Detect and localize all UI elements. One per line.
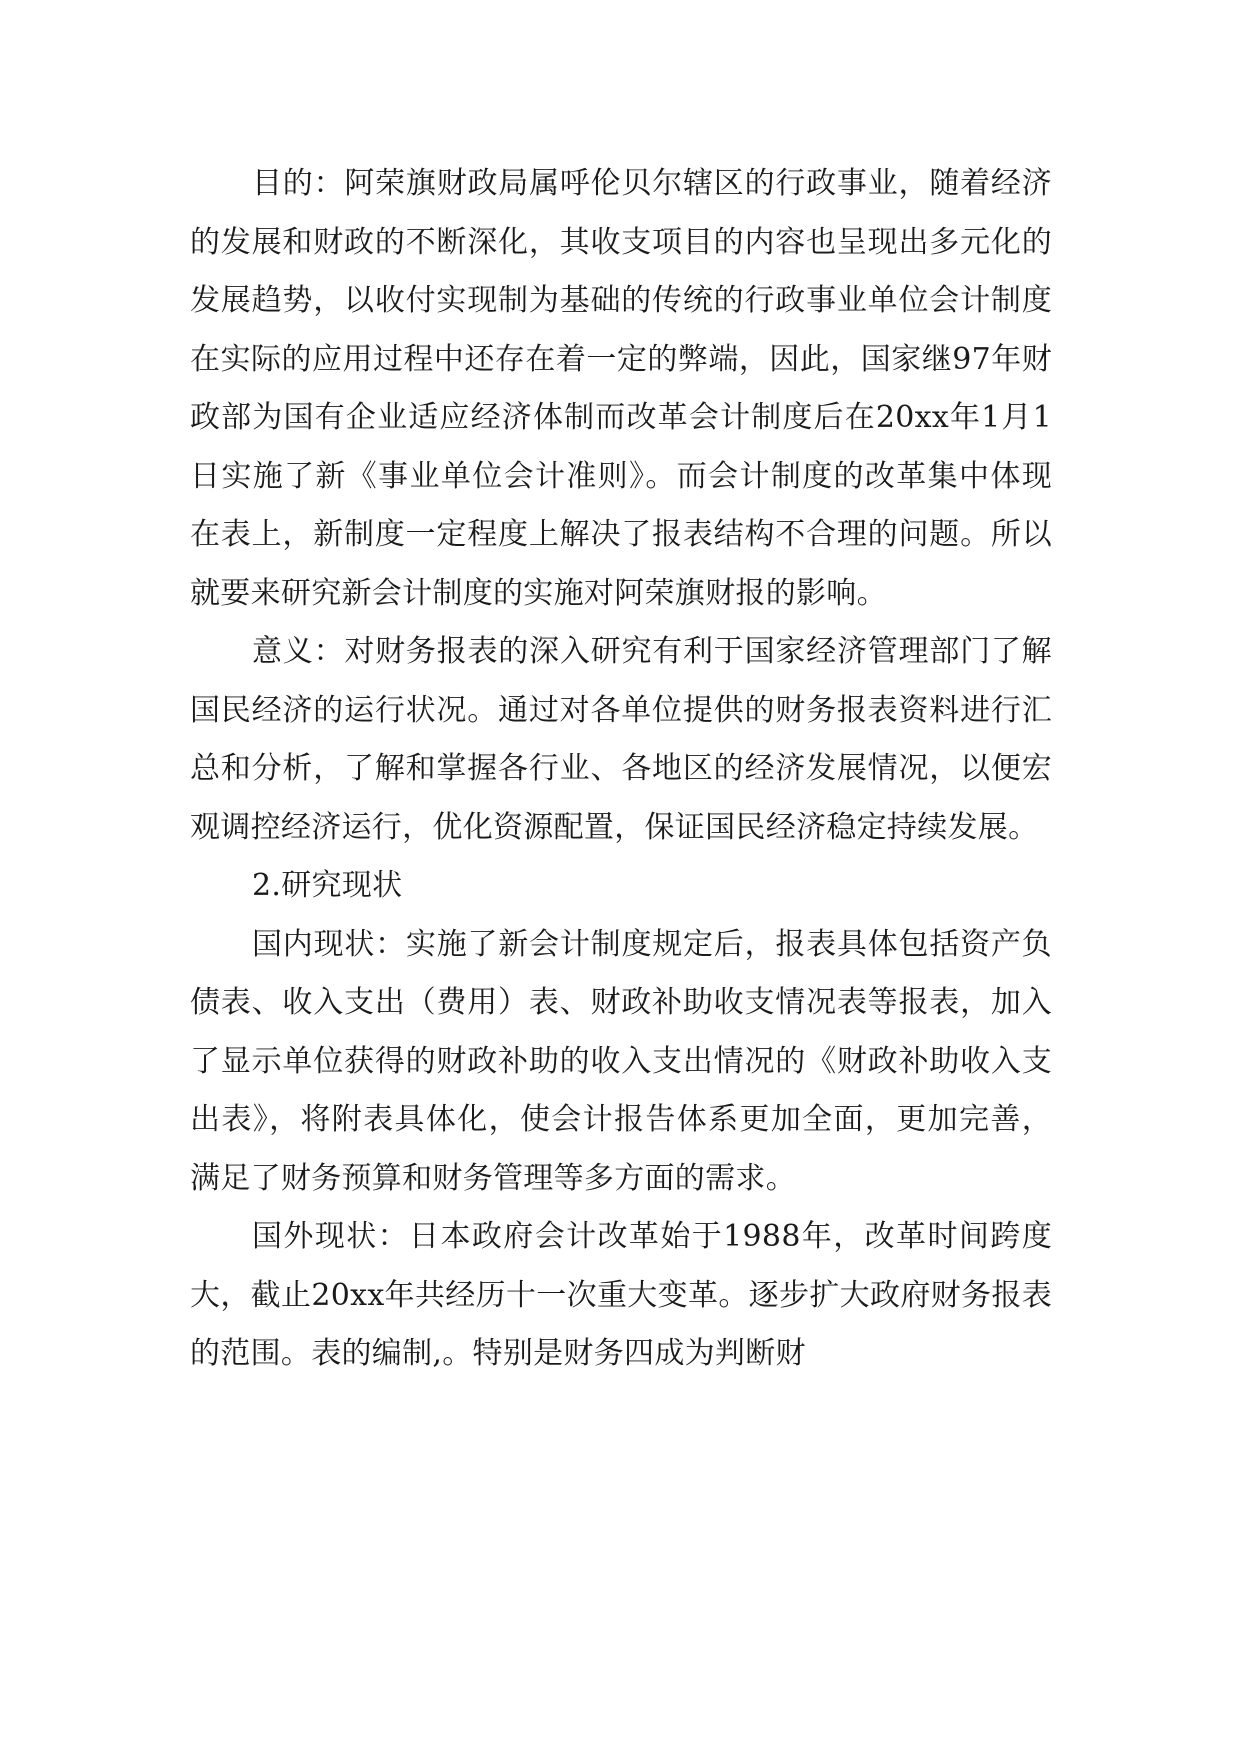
paragraph-purpose: 目的：阿荣旗财政局属呼伦贝尔辖区的行政事业，随着经济的发展和财政的不断深化，其收支项目的内容也呈现出多元化的发展趋势，以收付实现制为基础的传统的行政事业单位会计制度在实际的应用过程中还存在着一定的弊端，因此，国家继97年财政部为国有企业适应经济体制而改革会计制度后在20xx年1月1日实施了新《事业单位会计准则》。而会计制度的改革集中体现在表上，新制度一定程度上解决了报表结构不合理的问题。所以就要来研究新会计制度的实施对阿荣旗财报的影响。 bbox=[190, 166, 1052, 611]
section-heading-research-status: 2.研究现状 bbox=[252, 868, 403, 903]
document-body bbox=[190, 155, 1052, 1384]
paragraph-domestic-status: 国内现状：实施了新会计制度规定后，报表具体包括资产负债表、收入支出（费用）表、财政补助收支情况表等报表，加入了显示单位获得的财政补助的收入支出情况的《财政补助收入支出表》，将附表具体化，使会计报告体系更加全面，更加完善，满足了财务预算和财务管理等多方面的需求。 bbox=[190, 926, 1052, 1196]
paragraph-foreign-status: 国外现状：日本政府会计改革始于1988年，改革时间跨度大，截止20xx年共经历十一次重大变革。逐步扩大政府财务报表的范围。表的编制,。特别是财务四成为判断财 bbox=[190, 1219, 1052, 1371]
paragraph-significance: 意义：对财务报表的深入研究有利于国家经济管理部门了解国民经济的运行状况。通过对各单位提供的财务报表资料进行汇总和分析，了解和掌握各行业、各地区的经济发展情况，以便宏观调控经济运行，优化资源配置，保证国民经济稳定持续发展。 bbox=[190, 634, 1052, 845]
